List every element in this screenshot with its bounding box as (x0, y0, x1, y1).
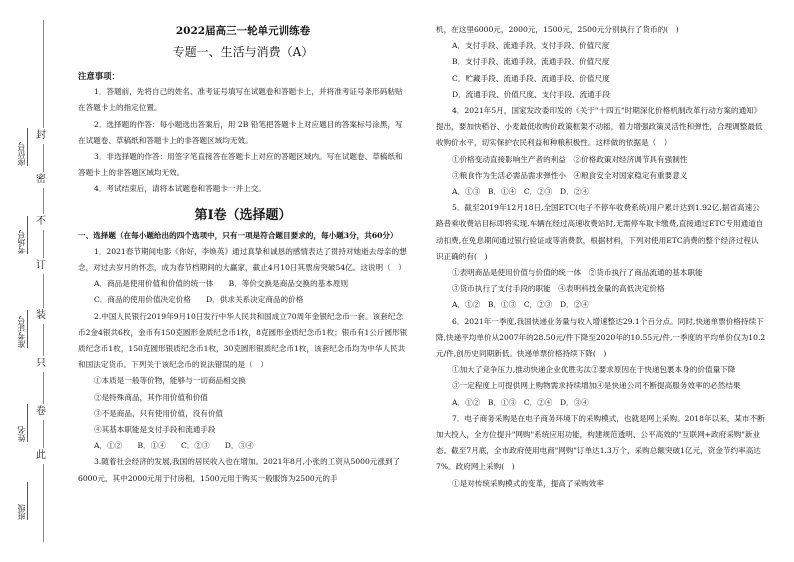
question-5-item: ③货币执行了支付手段的职能 ④表明科技金量的高低决定价格 (452, 284, 665, 294)
left-column (78, 22, 408, 487)
question-7-item: ①是对传统采购模式的变革，提高了采购效率 (452, 478, 604, 488)
question-2-options: A．①② B．①④ C．②③ D．③④ (94, 441, 254, 451)
notice-item: 4．考试结束后，请将本试题卷和答题卡一并上交。 (94, 184, 266, 194)
exam-number-field: 准考证号 (16, 310, 28, 348)
exam-room-field: 考场号 (16, 216, 28, 254)
question-2-item: ②是特殊商品，其作用价值和价值 (94, 392, 208, 402)
question-5: 5．截至2019年12月18日,全国ETC(电子不停车收费系统)用户累计达到1.92亿,据省高速公路普乘收费站目标即将实现,车辆在经过高速收费站时,无需停车取卡缴费,直接通过ETC专用通道自动扣费,在免息期间通过银行验证或等消费款，根据材料，下列对使用ETC消费的整个经济过程认识正确的有( ) (436, 203, 764, 261)
question-2-item: ④其基本职能是支付手段和流通手段 (94, 425, 216, 435)
question-4-item: ①价格变动直接影响生产者的利益 ②价格政策对经济调节具有强制性 (452, 154, 688, 164)
question-3: 3.随着社会经济的发展,我国的居民收入也在增加。2021年8月,小张的工资从5000元涨到了6000元，其中2000元用于付房租，1500元用于购买一般服饰为2500元的手 (78, 457, 401, 483)
question-2-item: ③不是商品，只有使用价值，没有价值 (94, 408, 224, 418)
question-4-options: A．①③ B．①④ C．②③ D．②④ (452, 187, 589, 197)
question-2: 2.中国人民银行2019年9月10日发行中华人民共和国成立70周年金银纪念币一套。该套纪念币2金4银共6枚，金币有150克圆形金质纪念币1枚，8克圆形金质纪念币1枚；银币有1公斤圆形银质纪念币1枚，150克圆形银质纪念币1枚，30克圆形银质纪念币1枚，该套纪念币均为中华人民共和国法定货币。下列关于该纪念币的说法错误的是（ ） (78, 311, 408, 370)
question-3-continued: 机，在这里6000元，2000元，1500元，2500元分别执行了货币的( ) (436, 25, 679, 34)
question-6-options: A．①② B．①③ C．②④ D．③④ (452, 397, 589, 407)
volume-heading: 第Ⅰ卷（选择题） (194, 207, 292, 223)
question-4-item: ③粮食作为生活必需品需求弹性小 ④粮食安全对国家稳定有重要意义 (452, 170, 688, 180)
question-1-option: A．商品是使用价值和价值的统一体 B．等价交换是商品交换的基本原则 (94, 279, 349, 289)
question-6: 6．2021年一季度,我国快递业务量与收入增速整达29.1个百分点。同时,快递单票价格持续下降,快递平均单价从2007年的28.50元/件下降至2020年的10.55元/件,一季度的平均单价仅为10.2元/件,创历史同期新低。快递单票价格持续下降( ) (436, 316, 766, 359)
question-2-item: ①本质是一般等价物，能够与一切商品相交换 (94, 376, 246, 386)
binding-word: 此 (36, 448, 46, 464)
binding-word: 密 (36, 172, 46, 188)
question-1-option: C．商品的使用价值决定价格 D．供求关系决定商品的价格 (94, 295, 304, 305)
question-5-options: A．①② B．①③ C．②③ D．②④ (452, 300, 589, 310)
question-6-item: ③一定程度上可提供网上购物需求持续增加④是快递公司不断提高服务效率的必然结果 (452, 381, 741, 391)
binding-word: 卷 (36, 404, 46, 420)
binding-word: 装 (36, 308, 46, 324)
section-heading: 一、选择题（在每小题给出的四个选项中，只有一项是符合题目要求的，每小题3分，共60分） (78, 230, 398, 240)
exam-title: 2022届高三一轮单元训练卷 (175, 25, 311, 37)
question-3-option: C．贮藏手段、流通手段、流通手段、价值尺度 (452, 73, 610, 83)
question-7: 7．电子商务采购是在电子商务环境下的采购模式，也就是网上采购。2018年以来，某市不断加大投入，全方位提升"网购"系统应用功能，构建规范透明、公平高效的"互联网+政府采购"新业态。截至7月底，全市政府使用电商"网购"订单达1.3万个，采购总额突破1亿元，资金节约率高达7%。政府网上采购( ) (436, 413, 765, 472)
notice-heading: 注意事项： (78, 71, 120, 81)
question-4: 4．2021年5月，国家发改委印发的《关于"十四五"时期深化价格机制改革行动方案的通知》提出，要加快稻谷、小麦最低收购价政策框架不动摇，着力增强政策灵活性和弹性，合理调整最低收购价水平，切实保护农民利益和种粮积极性。这样做的依据是（ ） (436, 106, 763, 148)
seat-number-field: 座位号 (16, 128, 28, 166)
right-column (436, 22, 766, 492)
binding-word: 不 (36, 214, 46, 230)
name-field: 姓名 (16, 404, 28, 442)
binding-word: 只 (36, 356, 46, 372)
question-6-item: ①加大了竞争压力,推动快递企业优胜劣汰②要求原因在于快递包裹本身的价值量下降 (452, 365, 736, 375)
class-field: 班级 (16, 482, 28, 520)
question-3-option: B．支付手段、流通手段、流通手段、价值尺度 (452, 57, 610, 67)
notice-item: 2．选择题的作答：每小题选出答案后，用 2B 铅笔把答题卡上对应题目的答案标号涂黑，写在试题卷、草稿纸和答题卡上的非答题区域均无效。 (78, 119, 403, 145)
question-5-item: ①表明商品是使用价值与价值的统一体 ②货币执行了商品流通的基本职能 (452, 268, 703, 278)
question-1: 1．2021春节期间电影《你好，李焕英》通过真挚和诚恳的感情表达了贯持对她逝去母亲的想念，对过去岁月的怀恋，成为春节档期间的大赢家，截止4月10日其票房突破54亿。这说明（ ） (78, 246, 407, 273)
binding-margin (0, 0, 62, 562)
question-3-option: A．支付手段、流通手段、支付手段、价值尺度 (452, 41, 610, 51)
exam-subtitle: 专题一、生活与消费（A） (172, 45, 314, 59)
question-3-option: D．流通手段、价值尺度、支付手段、流通手段 (452, 89, 610, 99)
binding-word: 封 (36, 128, 46, 144)
notice-item: 3．非选择题的作答：用签字笔直接答在答题卡上对应的答题区域内。写在试题卷、草稿纸和答题卡上的非答题区域均无效。 (78, 152, 403, 178)
binding-word: 订 (36, 258, 46, 274)
notice-item: 1．答题前，先将自己的姓名、准考证号填写在试题卷和答题卡上，并将准考证号条形码粘贴在答题卡上的指定位置。 (78, 87, 403, 113)
